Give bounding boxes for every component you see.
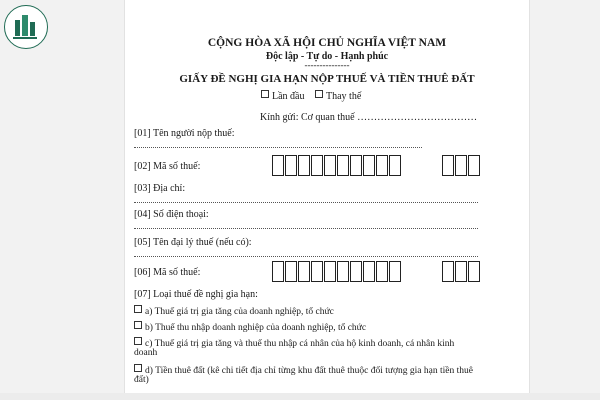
right-gutter <box>528 0 600 400</box>
digit-box[interactable] <box>350 155 362 176</box>
motto-rule: --------------- <box>304 60 350 70</box>
left-gutter <box>0 0 124 400</box>
digit-box[interactable] <box>311 155 323 176</box>
tax-option-d[interactable]: d) Tiền thuê đất (kê chi tiết địa chỉ từng khu đất thuê thuộc đối tượng gia hạn tiền thuê <box>134 364 473 376</box>
digit-box[interactable] <box>311 261 323 282</box>
field-01-label: [01] Tên người nộp thuế: <box>134 128 235 139</box>
field-02-branch-boxes[interactable] <box>442 155 481 176</box>
field-06-tax-code-boxes[interactable] <box>272 261 402 282</box>
tax-option-d-cont: đất) <box>134 375 149 385</box>
tax-option-a[interactable]: a) Thuế giá trị gia tăng của doanh nghiệp, tổ chức <box>134 305 334 317</box>
field-04-label: [04] Số điện thoại: <box>134 209 209 220</box>
digit-box[interactable] <box>442 261 454 282</box>
tax-option-c[interactable]: c) Thuế giá trị gia tăng và thuế thu nhập cá nhân của hộ kinh doanh, cá nhân kinh <box>134 337 454 349</box>
field-07-label: [07] Loại thuế đề nghị gia hạn: <box>134 289 258 300</box>
building-logo-icon <box>5 6 46 47</box>
digit-box[interactable] <box>285 261 297 282</box>
field-03-line[interactable] <box>134 202 478 203</box>
country-name: CỘNG HÒA XÃ HỘI CHỦ NGHĨA VIỆT NAM <box>207 37 447 49</box>
checkbox-icon <box>315 90 323 98</box>
digit-box[interactable] <box>324 261 336 282</box>
bottom-scrollbar[interactable] <box>0 393 600 400</box>
field-02-tax-code-boxes[interactable] <box>272 155 402 176</box>
digit-box[interactable] <box>389 155 401 176</box>
digit-box[interactable] <box>442 155 454 176</box>
digit-box[interactable] <box>455 261 467 282</box>
tax-option-b[interactable]: b) Thuế thu nhập doanh nghiệp của doanh nghiệp, tổ chức <box>134 321 366 333</box>
digit-box[interactable] <box>350 261 362 282</box>
digit-box[interactable] <box>468 261 480 282</box>
site-logo <box>4 5 48 49</box>
option-replace[interactable]: Thay thế <box>315 90 361 102</box>
field-03-label: [03] Địa chỉ: <box>134 183 186 194</box>
checkbox-icon <box>261 90 269 98</box>
digit-box[interactable] <box>337 261 349 282</box>
digit-box[interactable] <box>376 155 388 176</box>
field-04-line[interactable] <box>134 228 478 229</box>
tax-option-c-cont: doanh <box>134 348 158 358</box>
field-06-branch-boxes[interactable] <box>442 261 481 282</box>
motto: Độc lập - Tự do - Hạnh phúc <box>265 51 389 62</box>
field-02-label: [02] Mã số thuế: <box>134 161 201 172</box>
field-05-line[interactable] <box>134 256 478 257</box>
digit-box[interactable] <box>337 155 349 176</box>
digit-box[interactable] <box>363 261 375 282</box>
digit-box[interactable] <box>272 261 284 282</box>
digit-box[interactable] <box>298 261 310 282</box>
checkbox-icon <box>134 337 142 345</box>
form-title: GIẤY ĐỀ NGHỊ GIA HẠN NỘP THUẾ VÀ TIỀN THUÊ ĐẤT <box>179 73 475 85</box>
field-01-line[interactable] <box>134 147 422 148</box>
digit-box[interactable] <box>363 155 375 176</box>
document-page <box>124 0 530 393</box>
checkbox-icon <box>134 305 142 313</box>
digit-box[interactable] <box>272 155 284 176</box>
digit-box[interactable] <box>298 155 310 176</box>
digit-box[interactable] <box>455 155 467 176</box>
checkbox-icon <box>134 364 142 372</box>
digit-box[interactable] <box>324 155 336 176</box>
addressee: Kính gửi: Cơ quan thuế ……………………………… <box>260 112 478 123</box>
field-05-label: [05] Tên đại lý thuế (nếu có): <box>134 237 252 248</box>
digit-box[interactable] <box>376 261 388 282</box>
digit-box[interactable] <box>389 261 401 282</box>
field-06-label: [06] Mã số thuế: <box>134 267 201 278</box>
checkbox-icon <box>134 321 142 329</box>
option-first[interactable]: Lần đầu <box>261 90 305 102</box>
digit-box[interactable] <box>468 155 480 176</box>
digit-box[interactable] <box>285 155 297 176</box>
